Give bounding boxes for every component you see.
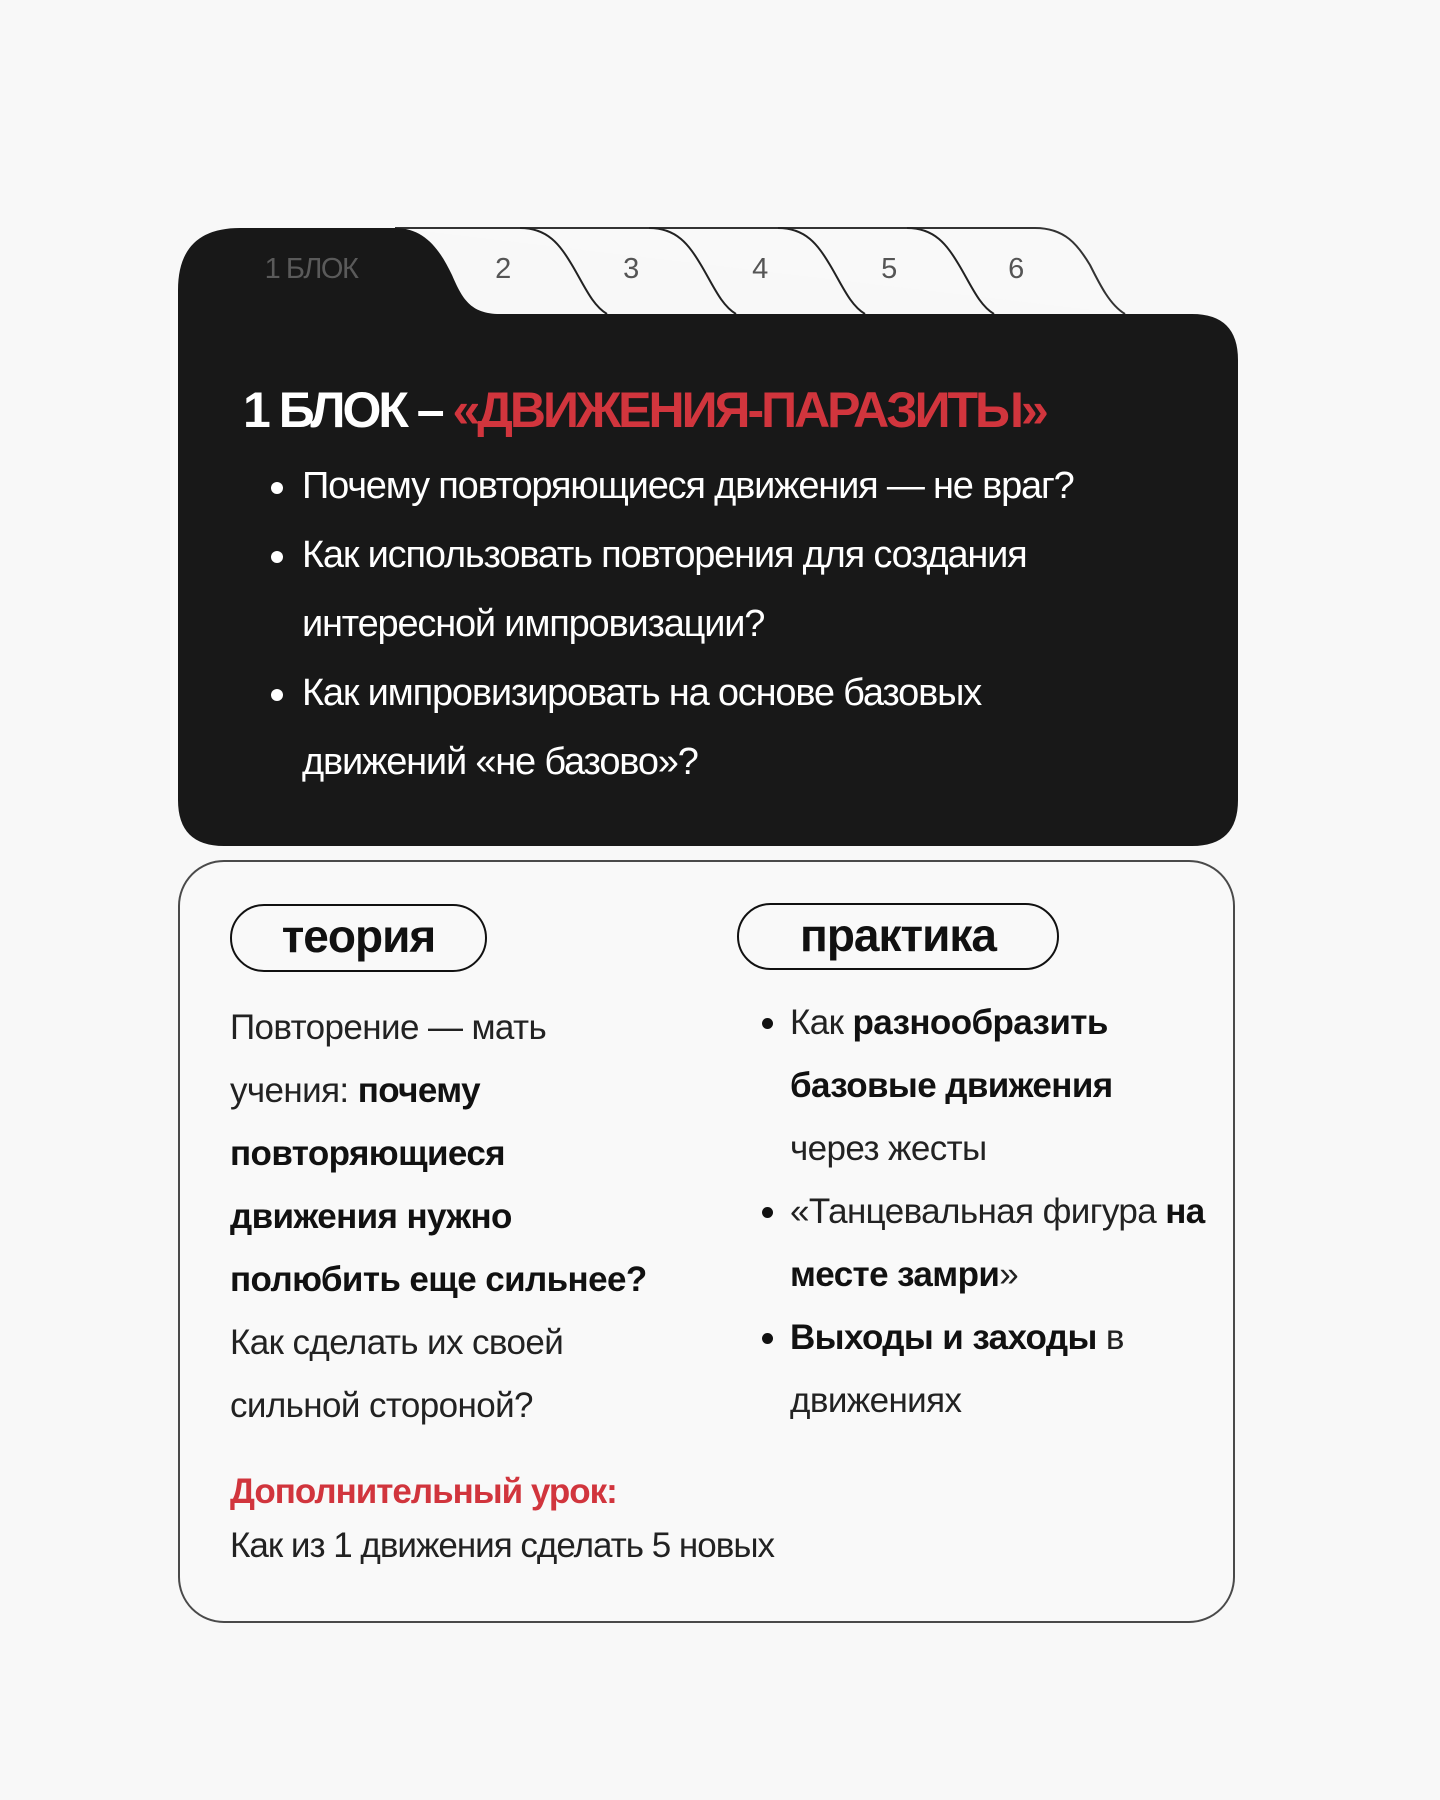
practice-item-text-bold: разнообразить базовые движения: [790, 1003, 1113, 1105]
block-title-accent: «ДВИЖЕНИЯ-ПАРАЗИТЫ»: [452, 382, 1046, 438]
block-question-item: Как импровизировать на основе базовых движений «не базово»?: [243, 659, 1082, 797]
block-question-item: Как использовать повторения для создания интересной импровизации?: [243, 521, 1122, 659]
practice-list: [762, 991, 1205, 1432]
practice-item-text: Как: [790, 1003, 853, 1042]
tab-block-5[interactable]: 5: [881, 253, 897, 285]
theory-label-pill: теория: [230, 904, 487, 972]
practice-item-text: через жесты: [790, 1129, 987, 1168]
theory-text-part: Повторение — мать учения:: [230, 1008, 547, 1110]
practice-item: [762, 1306, 1130, 1432]
practice-item-text-bold: на месте замри: [790, 1192, 1205, 1294]
extra-lesson-label: Дополнительный урок:: [230, 1472, 617, 1511]
tab-block-1[interactable]: 1 БЛОК: [264, 253, 358, 285]
practice-item-text: в движениях: [790, 1318, 1124, 1420]
practice-label-pill: практика: [737, 903, 1059, 970]
practice-item-text: «Танцевальная фигура: [790, 1192, 1166, 1231]
theory-text-part-bold: почему повторяющиеся движения нужно полюбить еще сильнее?: [230, 1071, 647, 1299]
practice-list-wrap: [762, 991, 1205, 1432]
practice-item: [762, 1180, 1220, 1306]
block-question-item: Почему повторяющиеся движения — не враг?: [243, 452, 1203, 521]
block-questions-list: [243, 452, 1203, 797]
block-title-prefix: 1 БЛОК –: [243, 382, 453, 438]
tab-block-2[interactable]: 2: [495, 253, 511, 285]
block-title: [243, 380, 1203, 440]
practice-item-text: »: [999, 1255, 1019, 1294]
theory-description: [230, 996, 670, 1437]
theory-text-part: Как сделать их своей сильной стороной?: [230, 1323, 564, 1425]
practice-item: [762, 991, 1160, 1180]
tab-block-3[interactable]: 3: [623, 253, 639, 285]
block-summary-panel: [243, 380, 1203, 797]
tab-block-4[interactable]: 4: [752, 253, 768, 285]
tab-block-6[interactable]: 6: [1008, 253, 1024, 285]
extra-lesson-text: Как из 1 движения сделать 5 новых: [230, 1526, 774, 1565]
practice-item-text-bold: Выходы и заходы: [790, 1318, 1097, 1357]
